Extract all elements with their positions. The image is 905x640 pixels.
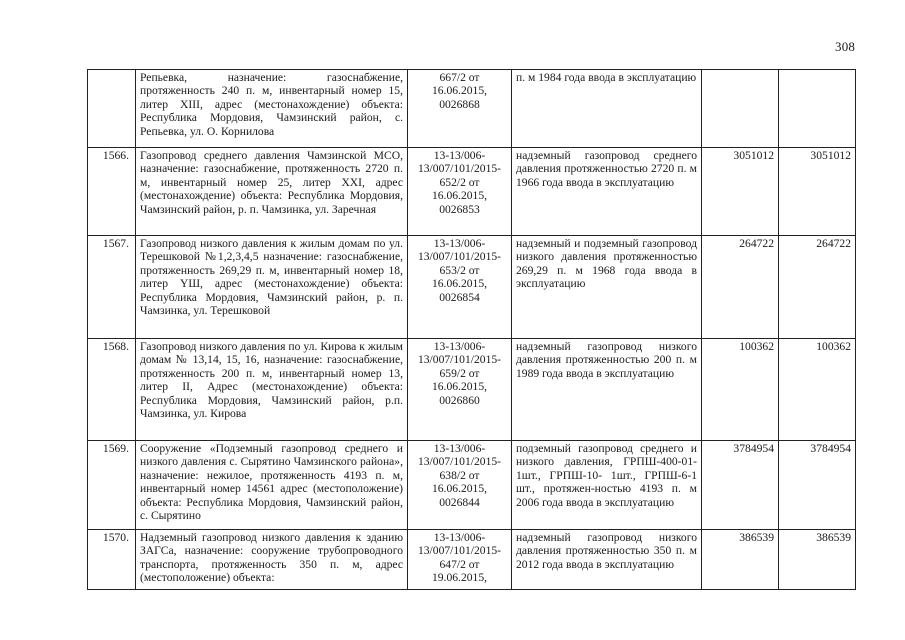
object-description: Газопровод низкого давления по ул. Кирова к жилым домам № 13,14, 15, 16, назначение: газоснабжение, протяженность 200 п. м, инвентарный номер 13, литер II, Адрес (местонахождение) объекта: Республика Мордовия, Чамзинский район, р.п. Чамзинка, ул. Кирова <box>136 339 408 441</box>
row-number: 1569. <box>88 441 136 530</box>
registration-record: 13-13/006- 13/007/101/2015- 659/2 от 16.06.2015, 0026860 <box>408 339 512 441</box>
residual-value: 100362 <box>779 339 856 441</box>
object-characteristics: надземный газопровод низкого давления протяженностью 350 п. м 2012 года ввода в эксплуатацию <box>512 530 702 590</box>
residual-value <box>779 70 856 148</box>
table-row <box>88 530 856 590</box>
object-characteristics: надземный газопровод среднего давления протяженностью 2720 п. м 1966 года ввода в эксплуатацию <box>512 148 702 236</box>
registration-record: 13-13/006- 13/007/101/2015- 652/2 от 16.06.2015, 0026853 <box>408 148 512 236</box>
row-number: 1567. <box>88 236 136 339</box>
registration-record: 667/2 от 16.06.2015, 0026868 <box>408 70 512 148</box>
object-description: Репьевка, назначение: газоснабжение, протяженность 240 п. м, инвентарный номер 15, литер ХIII, адрес (местонахождение) объекта: Республика Мордовия, Чамзинский район, с. Репьевка, ул. О. Корнилова <box>136 70 408 148</box>
book-value: 3051012 <box>702 148 779 236</box>
registration-record: 13-13/006- 13/007/101/2015- 638/2 от 16.06.2015, 0026844 <box>408 441 512 530</box>
registration-record: 13-13/006- 13/007/101/2015- 647/2 от 19.06.2015, <box>408 530 512 590</box>
object-description: Надземный газопровод низкого давления к зданию ЗАГСа, назначение: сооружение трубопроводного транспорта, протяженность 350 п. м, адрес (местоположение) объекта: <box>136 530 408 590</box>
book-value: 3784954 <box>702 441 779 530</box>
table-row <box>88 441 856 530</box>
page-number: 308 <box>835 39 856 54</box>
book-value: 386539 <box>702 530 779 590</box>
object-characteristics: надземный газопровод низкого давления протяженностью 200 п. м 1989 года ввода в эксплуатацию <box>512 339 702 441</box>
book-value: 264722 <box>702 236 779 339</box>
row-number <box>88 70 136 148</box>
row-number: 1570. <box>88 530 136 590</box>
object-characteristics: подземный газопровод среднего и низкого давления, ГРПШ-400-01-1шт., ГРПШ-10- 1шт., ГРПШ-6-1 шт., протяжен-ностью 4193 п. м 2006 года ввода в эксплуатацию <box>512 441 702 530</box>
registration-record: 13-13/006- 13/007/101/2015- 653/2 от 16.06.2015, 0026854 <box>408 236 512 339</box>
residual-value: 3051012 <box>779 148 856 236</box>
row-number: 1566. <box>88 148 136 236</box>
residual-value: 264722 <box>779 236 856 339</box>
table-row <box>88 148 856 236</box>
book-value <box>702 70 779 148</box>
row-number: 1568. <box>88 339 136 441</box>
table-row <box>88 339 856 441</box>
table-row <box>88 236 856 339</box>
object-description: Газопровод низкого давления к жилым домам по ул. Терешковой №1,2,3,4,5 назначение: газоснабжение, протяженность 269,29 п. м, инвентарный номер 18, литер YШ, адрес (местонахождение) объекта: Республика Мордовия, Чамзинский район, р. п. Чамзинка, ул. Терешковой <box>136 236 408 339</box>
object-characteristics: надземный и подземный газопровод низкого давления протяженностью 269,29 п. м 1968 года ввода в эксплуатацию <box>512 236 702 339</box>
object-description: Сооружение «Подземный газопровод среднего и низкого давления с. Сырятино Чамзинского района», назначение: нежилое, протяженность 4193 п. м, инвентарный номер 14561 адрес (местоположение) объекта: Республика Мордовия, Чамзинский район, с. Сырятино <box>136 441 408 530</box>
residual-value: 386539 <box>779 530 856 590</box>
property-register-table <box>87 69 856 590</box>
table-row <box>88 70 856 148</box>
book-value: 100362 <box>702 339 779 441</box>
object-characteristics: п. м 1984 года ввода в эксплуатацию <box>512 70 702 148</box>
residual-value: 3784954 <box>779 441 856 530</box>
object-description: Газопровод среднего давления Чамзинской МСО, назначение: газоснабжение, протяженность 2720 п. м, инвентарный номер 25, литер ХХI, адрес (местонахождение) объекта: Республика Мордовия, Чамзинский район, р. п. Чамзинка, ул. Заречная <box>136 148 408 236</box>
